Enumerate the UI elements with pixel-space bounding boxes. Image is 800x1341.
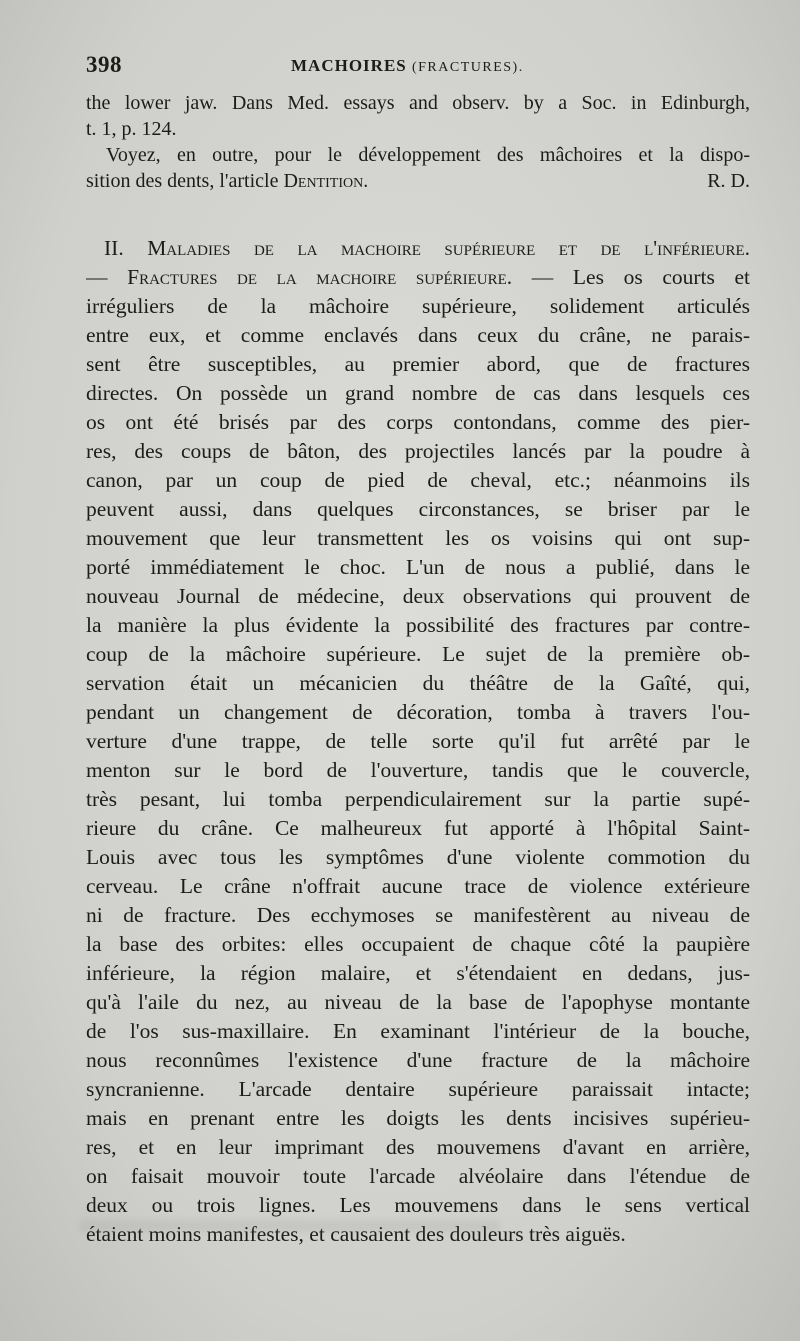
reference-line: t. 1, p. 124. — [86, 118, 177, 140]
running-head-subtitle: (FRACTURES). — [411, 60, 524, 75]
body-line: os ont été brisés par des corps contondans, comme des pier- — [86, 410, 750, 434]
body-line: cerveau. Le crâne n'offrait aucune trace de violence extérieure — [86, 874, 750, 898]
body-line — [86, 263, 750, 292]
see-also-note — [86, 142, 750, 194]
body-line: qu'à l'aile du nez, au niveau de la base de l'apophyse montante — [86, 990, 750, 1014]
body-line: syncranienne. L'arcade dentaire supérieure paraissait intacte; — [86, 1077, 750, 1101]
body-line: Louis avec tous les symptômes d'une violente commotion du — [86, 845, 750, 869]
body-line: directes. On possède un grand nombre de cas dans lesquels ces — [86, 381, 750, 405]
body-line: pendant un changement de décoration, tomba à travers l'ou- — [86, 700, 750, 724]
body-line: sent être susceptibles, au premier abord, que de fractures — [86, 352, 750, 376]
body-line: menton sur le bord de l'ouverture, tandis que le couvercle, — [86, 758, 750, 782]
body-text: — Les os courts et — [512, 265, 750, 289]
see-also-line — [86, 168, 750, 194]
body-line: mouvement que leur transmettent les os voisins qui ont sup- — [86, 526, 750, 550]
body-line: res, des coups de bâton, des projectiles lancés par la poudre à — [86, 439, 750, 463]
section-body — [86, 234, 750, 1249]
section-heading: II. Maladies de la machoire supérieure et de l'inférieure. — [104, 236, 750, 260]
body-line: porté immédiatement le choc. L'un de nous a publié, dans le — [86, 555, 750, 579]
body-line: res, et en leur imprimant des mouvemens d'avant en arrière, — [86, 1135, 750, 1159]
subsection-heading: — Fractures de la machoire supérieure. — [86, 265, 513, 289]
body-line: on faisait mouvoir toute l'arcade alvéolaire dans l'étendue de — [86, 1164, 750, 1188]
body-line: rieure du crâne. Ce malheureux fut apporté à l'hôpital Saint- — [86, 816, 750, 840]
body-line: peuvent aussi, dans quelques circonstances, se briser par le — [86, 497, 750, 521]
reference-citation — [86, 90, 750, 142]
page-header — [86, 52, 750, 82]
body-line: de l'os sus-maxillaire. En examinant l'intérieur de la bouche, — [86, 1019, 750, 1043]
body-line: inférieure, la région malaire, et s'étendaient en dedans, jus- — [86, 961, 750, 985]
body-line: entre eux, et comme enclavés dans ceux du crâne, ne parais- — [86, 323, 750, 347]
body-line: irréguliers de la mâchoire supérieure, solidement articulés — [86, 294, 750, 318]
page-number: 398 — [86, 52, 122, 77]
body-line: mais en prenant entre les doigts les dents incisives supérieu- — [86, 1106, 750, 1130]
see-also-prefix: sition des dents, l'article — [86, 170, 284, 192]
running-head-title: MACHOIRES — [291, 56, 407, 75]
dentition-link[interactable]: Dentition. — [283, 170, 369, 192]
body-line: verture d'une trappe, de telle sorte qu'il fut arrêté par le — [86, 729, 750, 753]
author-signature: R. D. — [707, 170, 750, 192]
running-head — [291, 56, 524, 76]
body-line: deux ou trois lignes. Les mouvemens dans le sens vertical — [86, 1193, 750, 1217]
body-line: très pesant, lui tomba perpendiculairement sur la partie supé- — [86, 787, 750, 811]
body-line: nous reconnûmes l'existence d'une fracture de la mâchoire — [86, 1048, 750, 1072]
see-also-text — [86, 168, 368, 194]
body-line: servation était un mécanicien du théâtre de la Gaîté, qui, — [86, 671, 750, 695]
body-line: étaient moins manifestes, et causaient des douleurs très aiguës. — [86, 1222, 626, 1246]
body-line: nouveau Journal de médecine, deux observations qui prouvent de — [86, 584, 750, 608]
reference-line: the lower jaw. Dans Med. essays and observ. by a Soc. in Edinburgh, — [86, 92, 750, 114]
see-also-line: Voyez, en outre, pour le développement des mâchoires et la dispo- — [106, 144, 750, 166]
body-line: ni de fracture. Des ecchymoses se manifestèrent au niveau de — [86, 903, 750, 927]
body-line: coup de la mâchoire supérieure. Le sujet de la première ob- — [86, 642, 750, 666]
body-line: la base des orbites: elles occupaient de chaque côté la paupière — [86, 932, 750, 956]
body-line: canon, par un coup de pied de cheval, etc.; néanmoins ils — [86, 468, 750, 492]
body-line: la manière la plus évidente la possibilité des fractures par contre- — [86, 613, 750, 637]
bleed-through-shadow — [80, 1220, 500, 1232]
